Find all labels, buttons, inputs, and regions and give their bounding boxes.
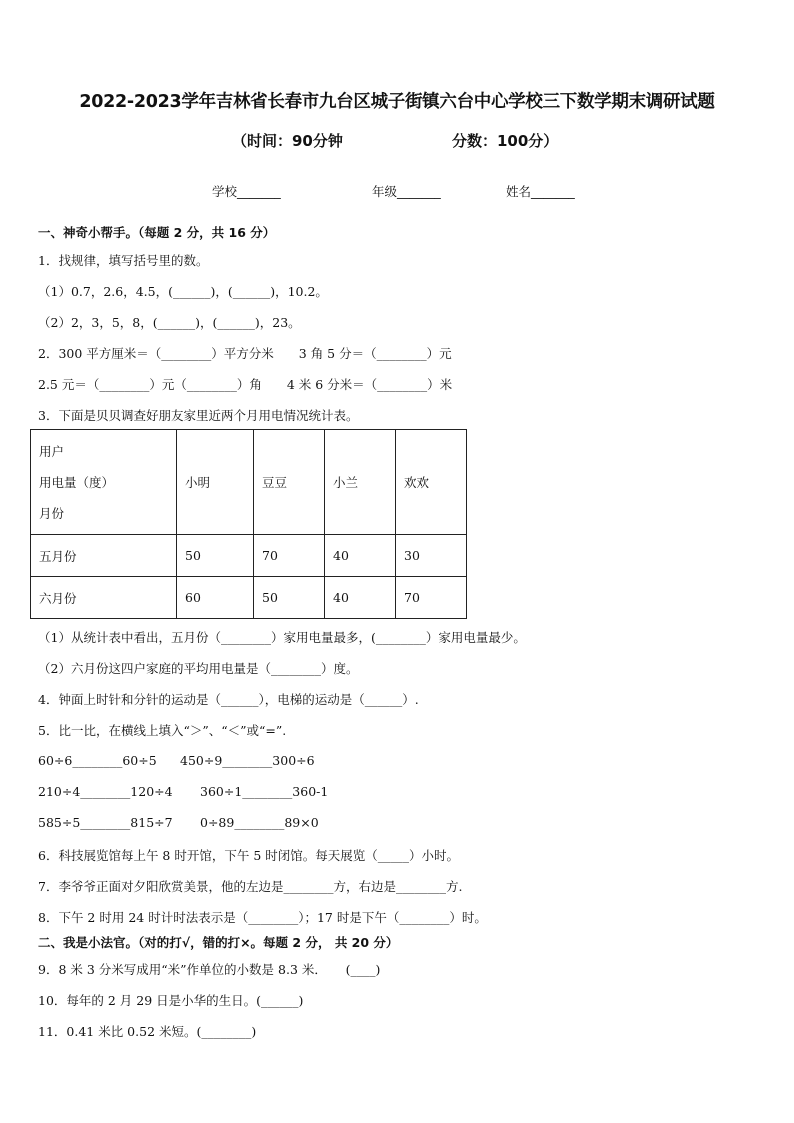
column-header: 小兰: [325, 430, 396, 535]
compare-item: 450÷9________300÷6: [180, 753, 315, 768]
row-label: 六月份: [31, 577, 177, 619]
table-cell: 30: [396, 535, 467, 577]
question-9: 9．8 米 3 分米写成用“米”作单位的小数是 8.3 米． (____): [38, 962, 381, 977]
question-2a: 2．300 平方厘米＝（________）平方分米 3 角 5 分＝（________）元: [38, 346, 452, 361]
question-8: 8．下午 2 时用 24 时计时法表示是（________）；17 时是下午（________）时。: [38, 910, 487, 925]
school-field: 学校_______: [212, 184, 281, 199]
question-5: 5．比一比，在横线上填入“＞”、“＜”或“=”.: [38, 723, 287, 738]
question-3a: （1）从统计表中看出，五月份（________）家用电量最多，(________）家用电量最少。: [38, 630, 526, 645]
header-line-user: 用户: [39, 443, 65, 459]
column-header: 欢欢: [396, 430, 467, 535]
name-field: 姓名_______: [506, 184, 575, 199]
table-header-row: [31, 430, 467, 535]
question-11: 11．0.41 米比 0.52 米短。(________): [38, 1024, 257, 1039]
header-line-usage: 用电量（度）: [39, 474, 115, 490]
exam-score: 分数：100分）: [452, 132, 559, 150]
column-header: 小明: [177, 430, 254, 535]
table-row: [31, 577, 467, 619]
section1-heading: 一、神奇小帮手。（每题 2 分，共 16 分）: [38, 225, 276, 240]
compare-item: 60÷6________60÷5: [38, 753, 157, 768]
grade-field: 年级_______: [372, 184, 441, 199]
question-6: 6．科技展览馆每上午 8 时开馆，下午 5 时闭馆。每天展览（_____）小时。: [38, 848, 460, 863]
exam-time: （时间：90分钟: [232, 132, 343, 150]
section2-heading: 二、我是小法官。（对的打√，错的打×。每题 2 分， 共 20 分）: [38, 935, 399, 950]
header-line-month: 月份: [39, 505, 65, 521]
table-cell: 50: [254, 577, 325, 619]
question-1b: （2）2，3，5，8，(______)，(______)，23。: [38, 315, 301, 330]
diagonal-header-cell: [31, 430, 177, 535]
question-2b: 2.5 元＝（________）元（________）角 4 米 6 分米＝（________）米: [38, 377, 453, 392]
question-10: 10．每年的 2 月 29 日是小华的生日。(______): [38, 993, 304, 1008]
question-4: 4．钟面上时针和分针的运动是（______），电梯的运动是（______）.: [38, 692, 419, 707]
table-cell: 60: [177, 577, 254, 619]
question-7: 7．李爷爷正面对夕阳欣赏美景，他的左边是________方，右边是________方.: [38, 879, 463, 894]
table-cell: 70: [396, 577, 467, 619]
exam-title: 2022-2023学年吉林省长春市九台区城子街镇六台中心学校三下数学期末调研试题: [79, 92, 715, 112]
row-label: 五月份: [31, 535, 177, 577]
question-3b: （2）六月份这四户家庭的平均用电量是（________）度。: [38, 661, 359, 676]
table-cell: 40: [325, 577, 396, 619]
question-3: 3．下面是贝贝调查好朋友家里近两个月用电情况统计表。: [38, 408, 359, 423]
compare-item: 210÷4________120÷4: [38, 784, 173, 799]
electricity-table: [30, 429, 467, 619]
question-1: 1．找规律，填写括号里的数。: [38, 253, 209, 268]
table-cell: 70: [254, 535, 325, 577]
table-cell: 40: [325, 535, 396, 577]
table-cell: 50: [177, 535, 254, 577]
compare-item: 585÷5________815÷7: [38, 815, 173, 830]
question-1a: （1）0.7，2.6，4.5，(______)，(______)，10.2。: [38, 284, 328, 299]
compare-item: 0÷89________89×0: [200, 815, 319, 830]
compare-item: 360÷1________360-1: [200, 784, 329, 799]
column-header: 豆豆: [254, 430, 325, 535]
table-row: [31, 535, 467, 577]
